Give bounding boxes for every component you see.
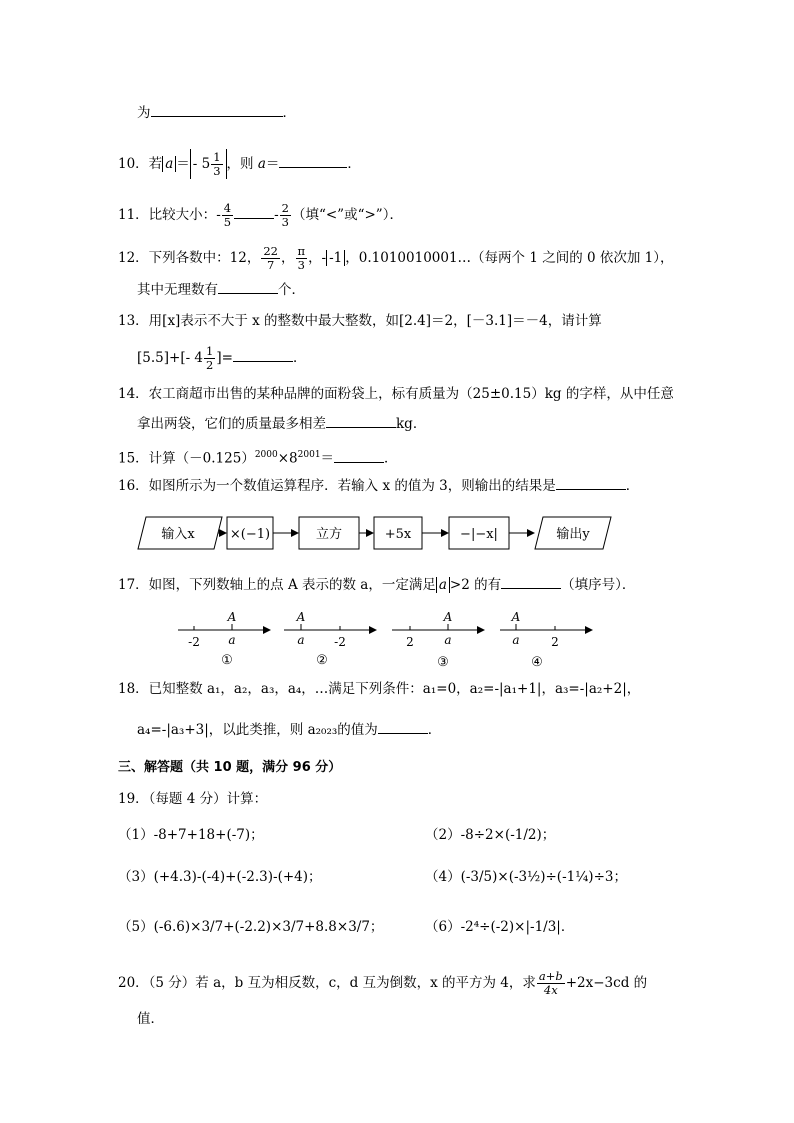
flow-output-label: 输出y [556, 527, 590, 542]
question-20: 20．（5 分）若 a，b 互为相反数，c，d 互为倒数，x 的平方为 4，求 $\frac{a+b}{4x}$ +2x−3cd 的 [118, 969, 648, 997]
section-3-heading: 三、解答题（共 10 题，满分 96 分） [118, 760, 342, 775]
svg-text:立方: 立方 [315, 527, 343, 542]
q19-part-4: （4）(-3/5)×(-3½)÷(-1¼)÷3； [425, 869, 627, 885]
answer-blank[interactable] [234, 206, 274, 219]
q19-part-5: （5）(-6.6)×3/7+(-2.2)×3/7+8.8×3/7； [118, 919, 384, 935]
question-19-title: 19．（每题 4 分）计算： [118, 791, 268, 807]
svg-text:a: a [444, 633, 452, 647]
svg-text:A: A [296, 610, 306, 624]
answer-blank[interactable] [151, 104, 283, 117]
svg-text:+5x: +5x [384, 527, 412, 542]
answer-blank[interactable] [501, 576, 561, 589]
svg-text:③: ③ [437, 655, 449, 670]
number-line-4 [500, 610, 592, 670]
q19-part-1: （1）-8+7+18+(-7)； [118, 827, 264, 843]
svg-text:④: ④ [531, 655, 543, 670]
question-14-line2: 拿出两袋，它们的质量最多相差 kg． [137, 416, 427, 432]
question-15: 15．计算$(-0.125)^{2000}\times 8^{2001}=$ ． [118, 450, 398, 467]
answer-blank[interactable] [378, 721, 428, 734]
answer-blank[interactable] [218, 281, 278, 294]
answer-blank[interactable] [326, 415, 396, 428]
flow-input-label: 输入x [161, 527, 195, 542]
svg-text:②: ② [316, 653, 328, 668]
q19-part-3: （3）(+4.3)-(-4)+(-2.3)-(+4)； [118, 869, 322, 885]
question-10: 10．若 a ＝ - 5 $\frac{1}{3}$ ，则 a＝ ． [118, 150, 361, 178]
svg-text:-2: -2 [334, 635, 346, 649]
question-11: 11．比较大小：- $\frac{4}{5}$ - $\frac{2}{3}$ （填“<”或“>”）． [118, 201, 403, 229]
svg-text:A: A [227, 610, 237, 624]
question-12-line2: 其中无理数有 个． [137, 282, 305, 298]
svg-text:①: ① [221, 653, 233, 668]
svg-text:−|−x|: −|−x| [460, 527, 498, 542]
question-16: 16．如图所示为一个数值运算程序．若输入 x 的值为 3，则输出的结果是 ． [118, 478, 640, 494]
number-line-3 [392, 610, 484, 670]
question-18-line2: a₄=-|a₃+3|，以此类推，则 a₂₀₂₃的值为 ． [137, 722, 442, 738]
number-lines [170, 604, 600, 672]
q19-part-6: （6）-2⁴÷(-2)×|-1/3|． [425, 919, 575, 935]
answer-blank[interactable] [556, 477, 626, 490]
svg-text:2: 2 [406, 635, 414, 649]
svg-text:a: a [297, 633, 305, 647]
question-12: 12．下列各数中：12， $\frac{22}{7}$ ， $\frac{\pi}{3}$ ，- -1 ，0.1010010001…（每两个 1 之间的 0 依次加 1）， [118, 244, 674, 272]
question-14: 14．农工商超市出售的某种品牌的面粉袋上，标有质量为（25±0.15）kg 的字样，从中任意 [118, 386, 674, 402]
program-flowchart [130, 511, 615, 555]
answer-blank[interactable] [279, 155, 347, 168]
question-17: 17．如图，下列数轴上的点 A 表示的数 a，一定满足 a >2 的有 （填序号）． [118, 577, 636, 593]
question-18: 18．已知整数 a₁，a₂，a₃，a₄，…满足下列条件：a₁=0，a₂=-|a₁+1|，a₃=-|a₂+2|， [118, 681, 641, 697]
answer-blank[interactable] [334, 450, 384, 463]
answer-blank[interactable] [233, 349, 293, 362]
number-line-1 [178, 610, 270, 668]
svg-text:A: A [511, 610, 521, 624]
svg-text:-2: -2 [188, 635, 200, 649]
svg-text:a: a [512, 633, 520, 647]
number-line-2 [284, 610, 376, 668]
question-20-line2: 值． [137, 1011, 164, 1027]
svg-text:A: A [443, 610, 453, 624]
svg-text:2: 2 [551, 635, 559, 649]
question-13-line2: [5.5]+[- 4 $\frac{1}{2}$ ]= ． [137, 344, 307, 372]
q19-part-2: （2）-8÷2×(-1/2)； [425, 827, 556, 843]
q9-tail: 为 ． [137, 105, 296, 121]
question-13: 13．用[x]表示不大于 x 的整数中最大整数，如[2.4]＝2，[－3.1]＝－4，请计算 [118, 313, 602, 329]
svg-text:a: a [228, 633, 236, 647]
svg-text:×(−1): ×(−1) [229, 527, 271, 542]
